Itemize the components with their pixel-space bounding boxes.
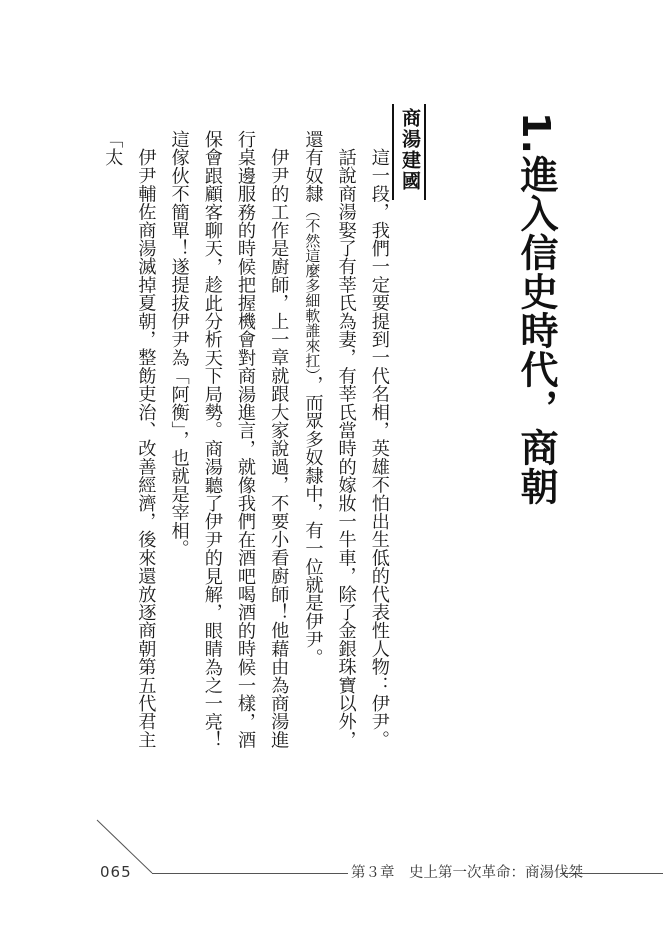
paragraph-2 (295, 130, 362, 750)
paragraph-3: 伊尹的工作是廚師，上一章就跟大家說過，不要小看廚師！他藉由為商湯進行桌邊服務的時候把握機會對商湯進言，就像我們在酒吧喝酒的時候一樣，酒保會跟顧客聊天，趁此分析天下局勢。商湯聽了伊尹的見解，眼睛為之一亮！這傢伙不簡單！遂提拔伊尹為「阿衡」，也就是宰相。 (168, 130, 290, 749)
body-text (96, 130, 396, 750)
page-number: 065 (100, 863, 132, 881)
section-label: 商湯建國 (392, 104, 426, 200)
chapter-title: 1.進入信史時代，商朝 (514, 112, 558, 506)
paragraph-4: 伊尹輔佐商湯滅掉夏朝，整飭吏治、改善經濟，後來還放逐商朝第五代君主「太 (102, 130, 157, 749)
paragraph-1: 這一段，我們一定要提到一代名相，英雄不怕出生低的代表性人物：伊尹。 (368, 148, 390, 749)
paragraph-2-text-before: 話說商湯娶了有莘氏為妻，有莘氏當時的嫁妝一牛車，除了金銀珠寶以外，還有奴隸 (302, 130, 357, 749)
paragraph-2-text-after: ，而眾多奴隸中，有一位就是伊尹。 (302, 375, 324, 667)
running-header: 第３章 史上第一次革命：商湯伐桀 (351, 865, 583, 881)
paragraph-2-aside: （不然這麼多細軟誰來扛） (303, 202, 322, 376)
footer-rule (152, 873, 348, 874)
